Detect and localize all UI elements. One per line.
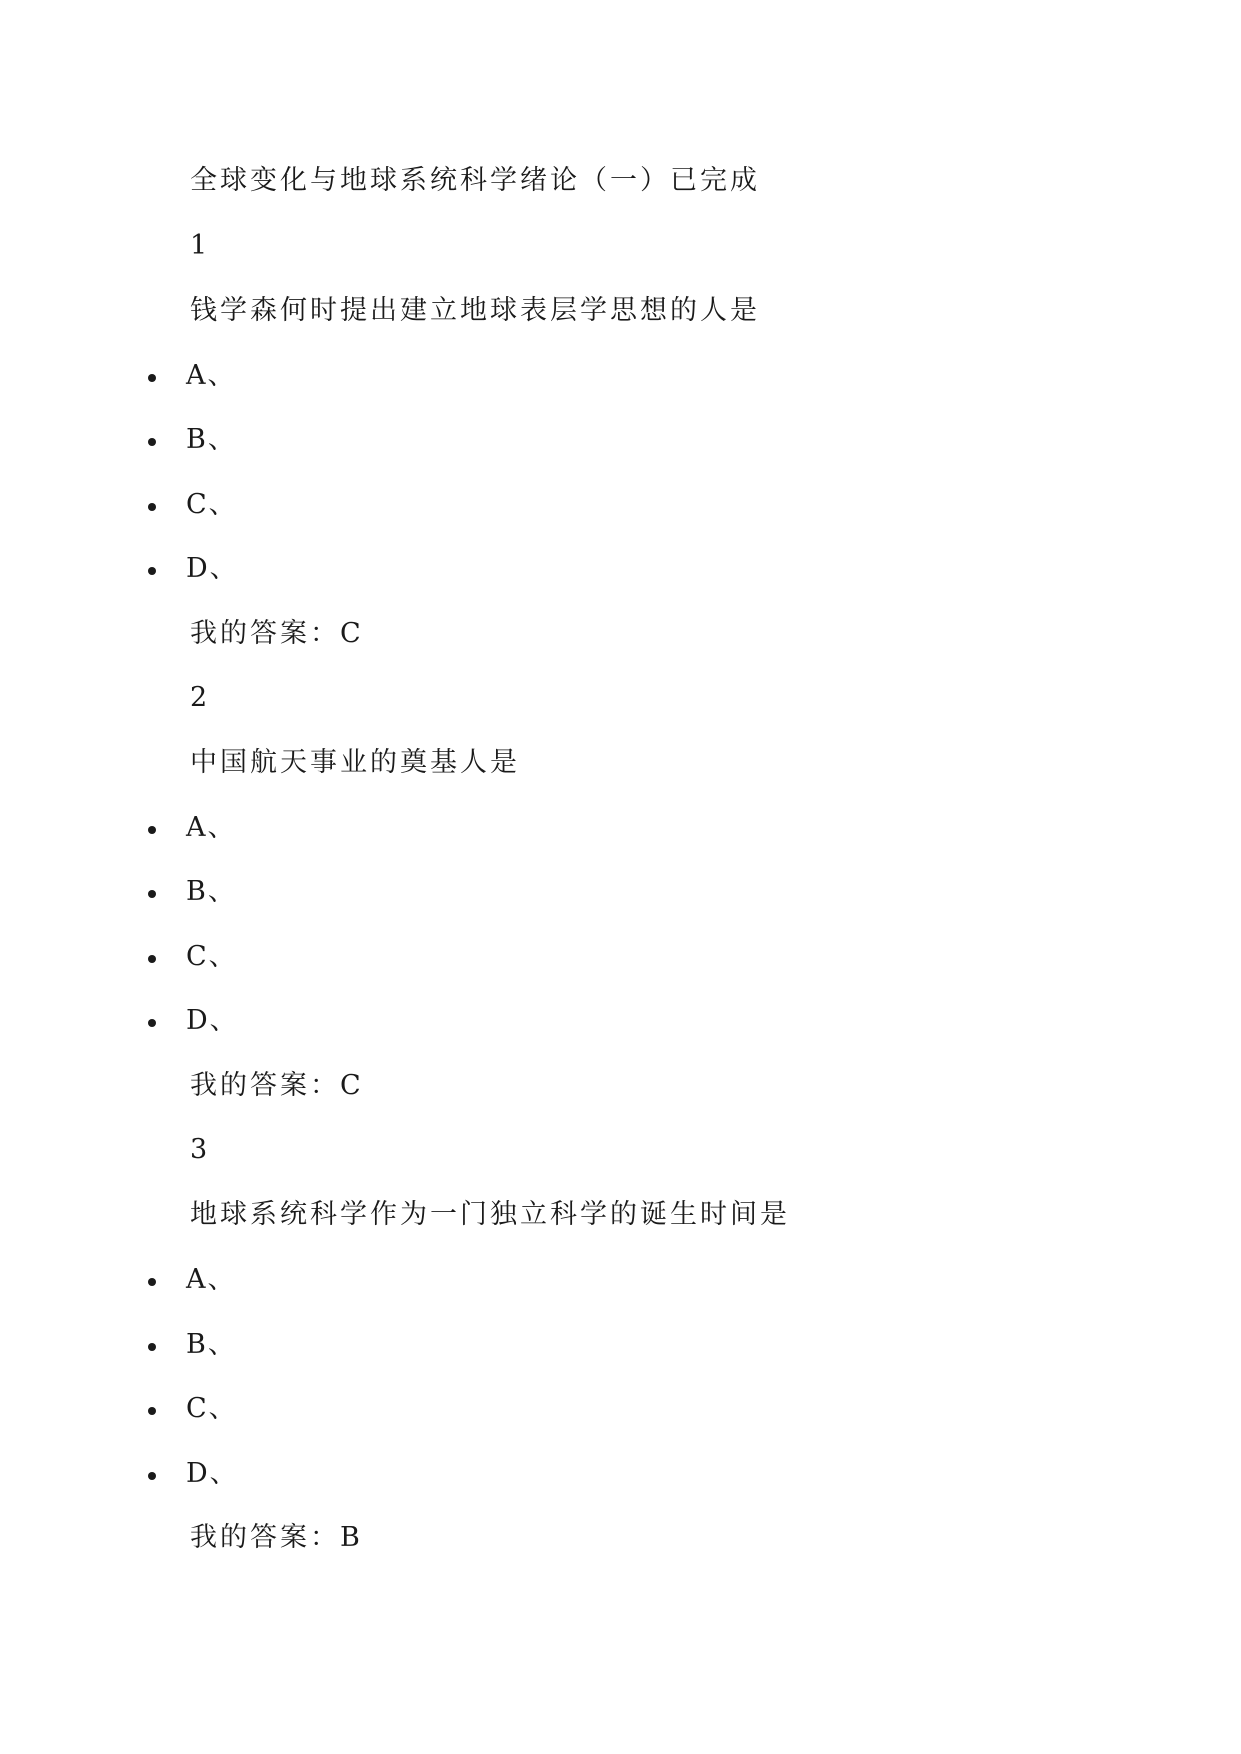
bullet-icon — [148, 503, 156, 511]
question-text: 中国航天事业的奠基人是 — [190, 747, 520, 778]
bullet-icon — [148, 1343, 156, 1351]
bullet-icon — [148, 890, 156, 898]
option-label: D、 — [186, 1005, 239, 1036]
my-answer: 我的答案：B — [190, 1522, 363, 1553]
bullet-icon — [148, 826, 156, 834]
bullet-icon — [148, 438, 156, 446]
question-text: 地球系统科学作为一门独立科学的诞生时间是 — [190, 1199, 790, 1230]
option-label: B、 — [186, 1329, 237, 1360]
option-label: B、 — [186, 424, 237, 455]
option-label: D、 — [186, 553, 239, 584]
bullet-icon — [148, 955, 156, 963]
bullet-icon — [148, 374, 156, 382]
question-number: 2 — [190, 682, 211, 713]
my-answer: 我的答案：C — [190, 1070, 364, 1101]
bullet-icon — [148, 1407, 156, 1415]
option-label: C、 — [186, 941, 238, 972]
question-text: 钱学森何时提出建立地球表层学思想的人是 — [190, 295, 760, 326]
bullet-icon — [148, 1472, 156, 1480]
option-label: B、 — [186, 876, 237, 907]
option-label: A、 — [186, 360, 237, 391]
bullet-icon — [148, 567, 156, 575]
bullet-icon — [148, 1019, 156, 1027]
my-answer: 我的答案：C — [190, 618, 364, 649]
option-label: A、 — [186, 812, 237, 843]
page-title: 全球变化与地球系统科学绪论（一）已完成 — [190, 165, 760, 196]
option-label: C、 — [186, 489, 238, 520]
question-number: 3 — [190, 1134, 211, 1165]
option-label: C、 — [186, 1393, 238, 1424]
option-label: A、 — [186, 1264, 237, 1295]
bullet-icon — [148, 1278, 156, 1286]
option-label: D、 — [186, 1458, 239, 1489]
question-number: 1 — [190, 230, 211, 261]
